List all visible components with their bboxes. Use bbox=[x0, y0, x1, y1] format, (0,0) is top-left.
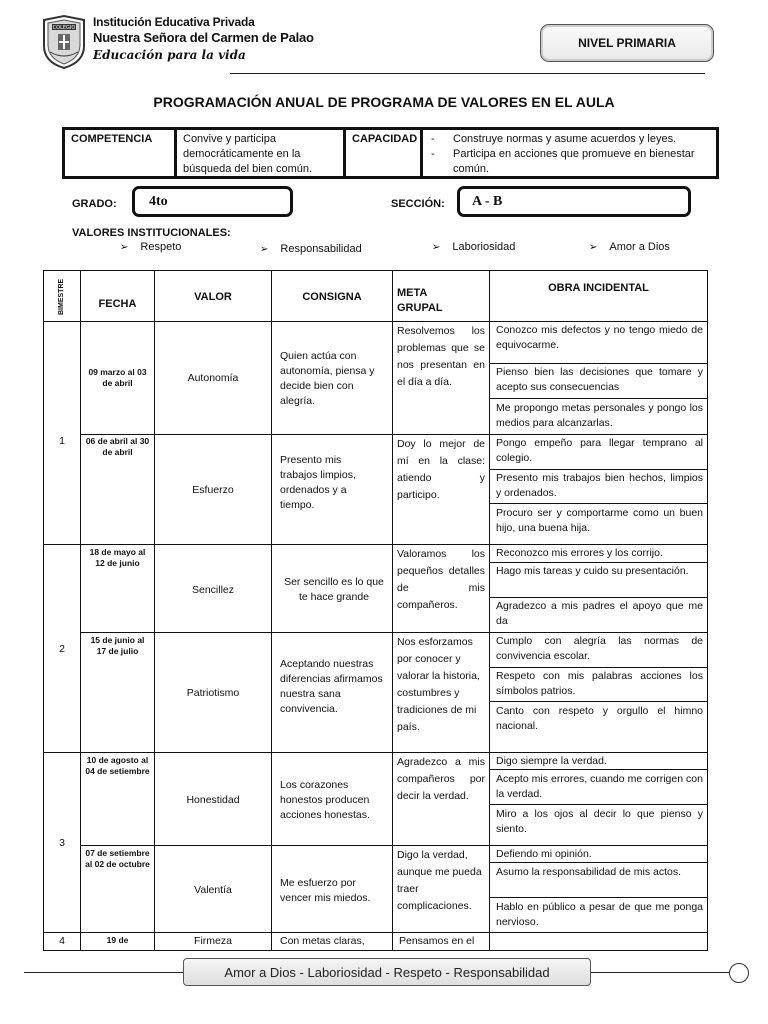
row-obra: Asumo la responsabilidad de mis actos. bbox=[496, 866, 682, 878]
bimestre-number: 3 bbox=[59, 837, 65, 849]
school-slogan: Educación para la vida bbox=[93, 48, 246, 62]
capacidad-label: CAPACIDAD bbox=[346, 130, 423, 176]
header-bimestre bbox=[44, 271, 80, 321]
row-consigna: Quien actúa con autonomía, piensa y decide bien con alegría. bbox=[280, 350, 375, 407]
competencia-text: Convive y participa democráticamente en la búsqueda del bien común. bbox=[177, 130, 346, 176]
valores-label: VALORES INSTITUCIONALES: bbox=[72, 227, 231, 239]
row-valor: Honestidad bbox=[186, 794, 240, 806]
row-consigna: Presento mis trabajos limpios, ordenados y a tiempo. bbox=[280, 454, 356, 511]
row-obra: Defiendo mi opinión. bbox=[496, 848, 592, 860]
header-obra: OBRA INCIDENTAL bbox=[548, 282, 649, 294]
row-valor: Valentía bbox=[194, 884, 232, 896]
row-fecha: 19 de bbox=[106, 935, 129, 945]
competencia-label: COMPETENCIA bbox=[65, 130, 177, 176]
row-obra: Hago mis tareas y cuido su presentación. bbox=[496, 565, 689, 577]
row-obra: Procuro ser y comportarme como un buen hijo, una buena hija. bbox=[496, 507, 703, 534]
school-name-line1: Institución Educativa Privada bbox=[93, 15, 255, 29]
arrow-bullet-icon: ➢ bbox=[589, 242, 598, 253]
row-valor: Sencillez bbox=[191, 584, 235, 596]
row-obra: Agradezco a mis padres el apoyo que me da bbox=[496, 600, 703, 627]
row-meta: Valoramos los pequeños detalles de mis compañeros. bbox=[397, 548, 485, 611]
row-valor: Autonomía bbox=[187, 372, 239, 384]
row-meta: Nos esforzamos por conocer y valorar la historia, costumbres y tradiciones de mi país. bbox=[397, 636, 480, 733]
grado-label: GRADO: bbox=[72, 198, 117, 210]
row-consigna: Los corazones honestos producen acciones honestas. bbox=[280, 779, 370, 821]
row-obra: Cumplo con alegría las normas de convivencia escolar. bbox=[496, 635, 703, 662]
row-valor: Firmeza bbox=[194, 935, 232, 947]
row-fecha: 06 de abril al 30 de abril bbox=[85, 436, 150, 457]
valor-item-label: Respeto bbox=[140, 241, 182, 253]
seccion-value: A - B bbox=[472, 194, 503, 209]
row-fecha: 15 de junio al 17 de julio bbox=[90, 635, 145, 656]
bimestre-number: 4 bbox=[59, 935, 65, 947]
row-consigna: Me esfuerzo por vencer mis miedos. bbox=[280, 877, 371, 904]
row-meta: Digo la verdad, aunque me pueda traer complicaciones. bbox=[397, 849, 482, 912]
bimestre-number: 1 bbox=[59, 435, 65, 447]
arrow-bullet-icon: ➢ bbox=[432, 242, 441, 253]
row-obra: Canto con respeto y orgullo el himno nacional. bbox=[496, 705, 703, 732]
footer-circle-icon bbox=[729, 963, 749, 983]
row-fecha: 18 de mayo al 12 de junio bbox=[89, 547, 146, 568]
bimestre-number: 2 bbox=[59, 643, 65, 655]
svg-text:COLEGIO: COLEGIO bbox=[52, 25, 76, 31]
valor-item-label: Amor a Dios bbox=[609, 241, 670, 253]
footer-line-left bbox=[24, 972, 184, 973]
row-obra: Hablo en público a pesar de que me ponga nervioso. bbox=[496, 901, 703, 928]
row-obra: Pienso bien las decisiones que tomare y acepto sus consecuencias bbox=[496, 366, 703, 393]
row-obra: Acepto mis errores, cuando me corrigen con la verdad. bbox=[496, 773, 703, 800]
footer-text: Amor a Dios - Laboriosidad - Respeto - Responsabilidad bbox=[224, 964, 550, 980]
row-valor: Esfuerzo bbox=[192, 484, 234, 496]
header-meta: META GRUPAL bbox=[397, 287, 443, 314]
row-obra: Respeto con mis palabras acciones los símbolos patrios. bbox=[496, 670, 703, 697]
arrow-bullet-icon: ➢ bbox=[260, 244, 269, 255]
document-title: PROGRAMACIÓN ANUAL DE PROGRAMA DE VALORES EN EL AULA bbox=[153, 94, 615, 110]
header-valor: VALOR bbox=[194, 291, 232, 303]
row-obra: Conozco mis defectos y no tengo miedo de equivocarme. bbox=[496, 324, 703, 351]
row-valor: Patriotismo bbox=[186, 687, 240, 699]
row-consigna: Ser sencillo es lo que te hace grande bbox=[284, 576, 384, 603]
row-obra: Pongo empeño para llegar temprano al colegio. bbox=[496, 437, 703, 464]
valor-item-label: Laboriosidad bbox=[452, 241, 516, 253]
row-obra: Me propongo metas personales y pongo los medios para alcanzarlas. bbox=[496, 402, 703, 429]
row-fecha: 10 de agosto al 04 de setiembre bbox=[85, 755, 150, 776]
row-obra: Miro a los ojos al decir lo que pienso y siento. bbox=[496, 808, 703, 835]
level-label: NIVEL PRIMARIA bbox=[578, 36, 676, 50]
header-bimestre-label: BIMESTRE bbox=[58, 278, 65, 315]
row-fecha: 09 marzo al 03 de abril bbox=[88, 367, 147, 388]
arrow-bullet-icon: ➢ bbox=[120, 242, 129, 253]
row-meta: Pensamos en el bbox=[399, 935, 475, 947]
valor-item-label: Responsabilidad bbox=[280, 243, 362, 255]
seccion-label: SECCIÓN: bbox=[391, 198, 445, 210]
row-consigna: Con metas claras, bbox=[280, 935, 365, 947]
school-name-line2: Nuestra Señora del Carmen de Palao bbox=[93, 30, 314, 45]
row-fecha: 07 de setiembre al 02 de octubre bbox=[85, 848, 150, 869]
header-fecha: FECHA bbox=[98, 298, 137, 310]
grado-value: 4to bbox=[149, 194, 168, 209]
row-meta: Resolvemos los problemas que se nos presentan en el día a día. bbox=[397, 325, 485, 388]
row-meta: Agradezco a mis compañeros por decir la verdad. bbox=[397, 756, 485, 802]
footer-line-right bbox=[589, 972, 730, 973]
footer-banner bbox=[183, 958, 591, 986]
row-obra: Presento mis trabajos bien hechos, limpios y ordenados. bbox=[496, 472, 703, 499]
header-consigna: CONSIGNA bbox=[302, 291, 362, 303]
row-meta: Doy lo mejor de mí en la clase: atiendo y participo. bbox=[397, 438, 485, 501]
capacidad-item: - Construye normas y asume acuerdos y leyes. bbox=[453, 132, 710, 147]
row-obra: Reconozco mis errores y los corrijo. bbox=[496, 547, 663, 559]
capacidad-item: - Participa en acciones que promueve en bienestar común. bbox=[453, 147, 710, 177]
row-obra: Digo siempre la verdad. bbox=[496, 755, 607, 767]
row-consigna: Aceptando nuestras diferencias afirmamos nuestra sana convivencia. bbox=[280, 658, 383, 715]
